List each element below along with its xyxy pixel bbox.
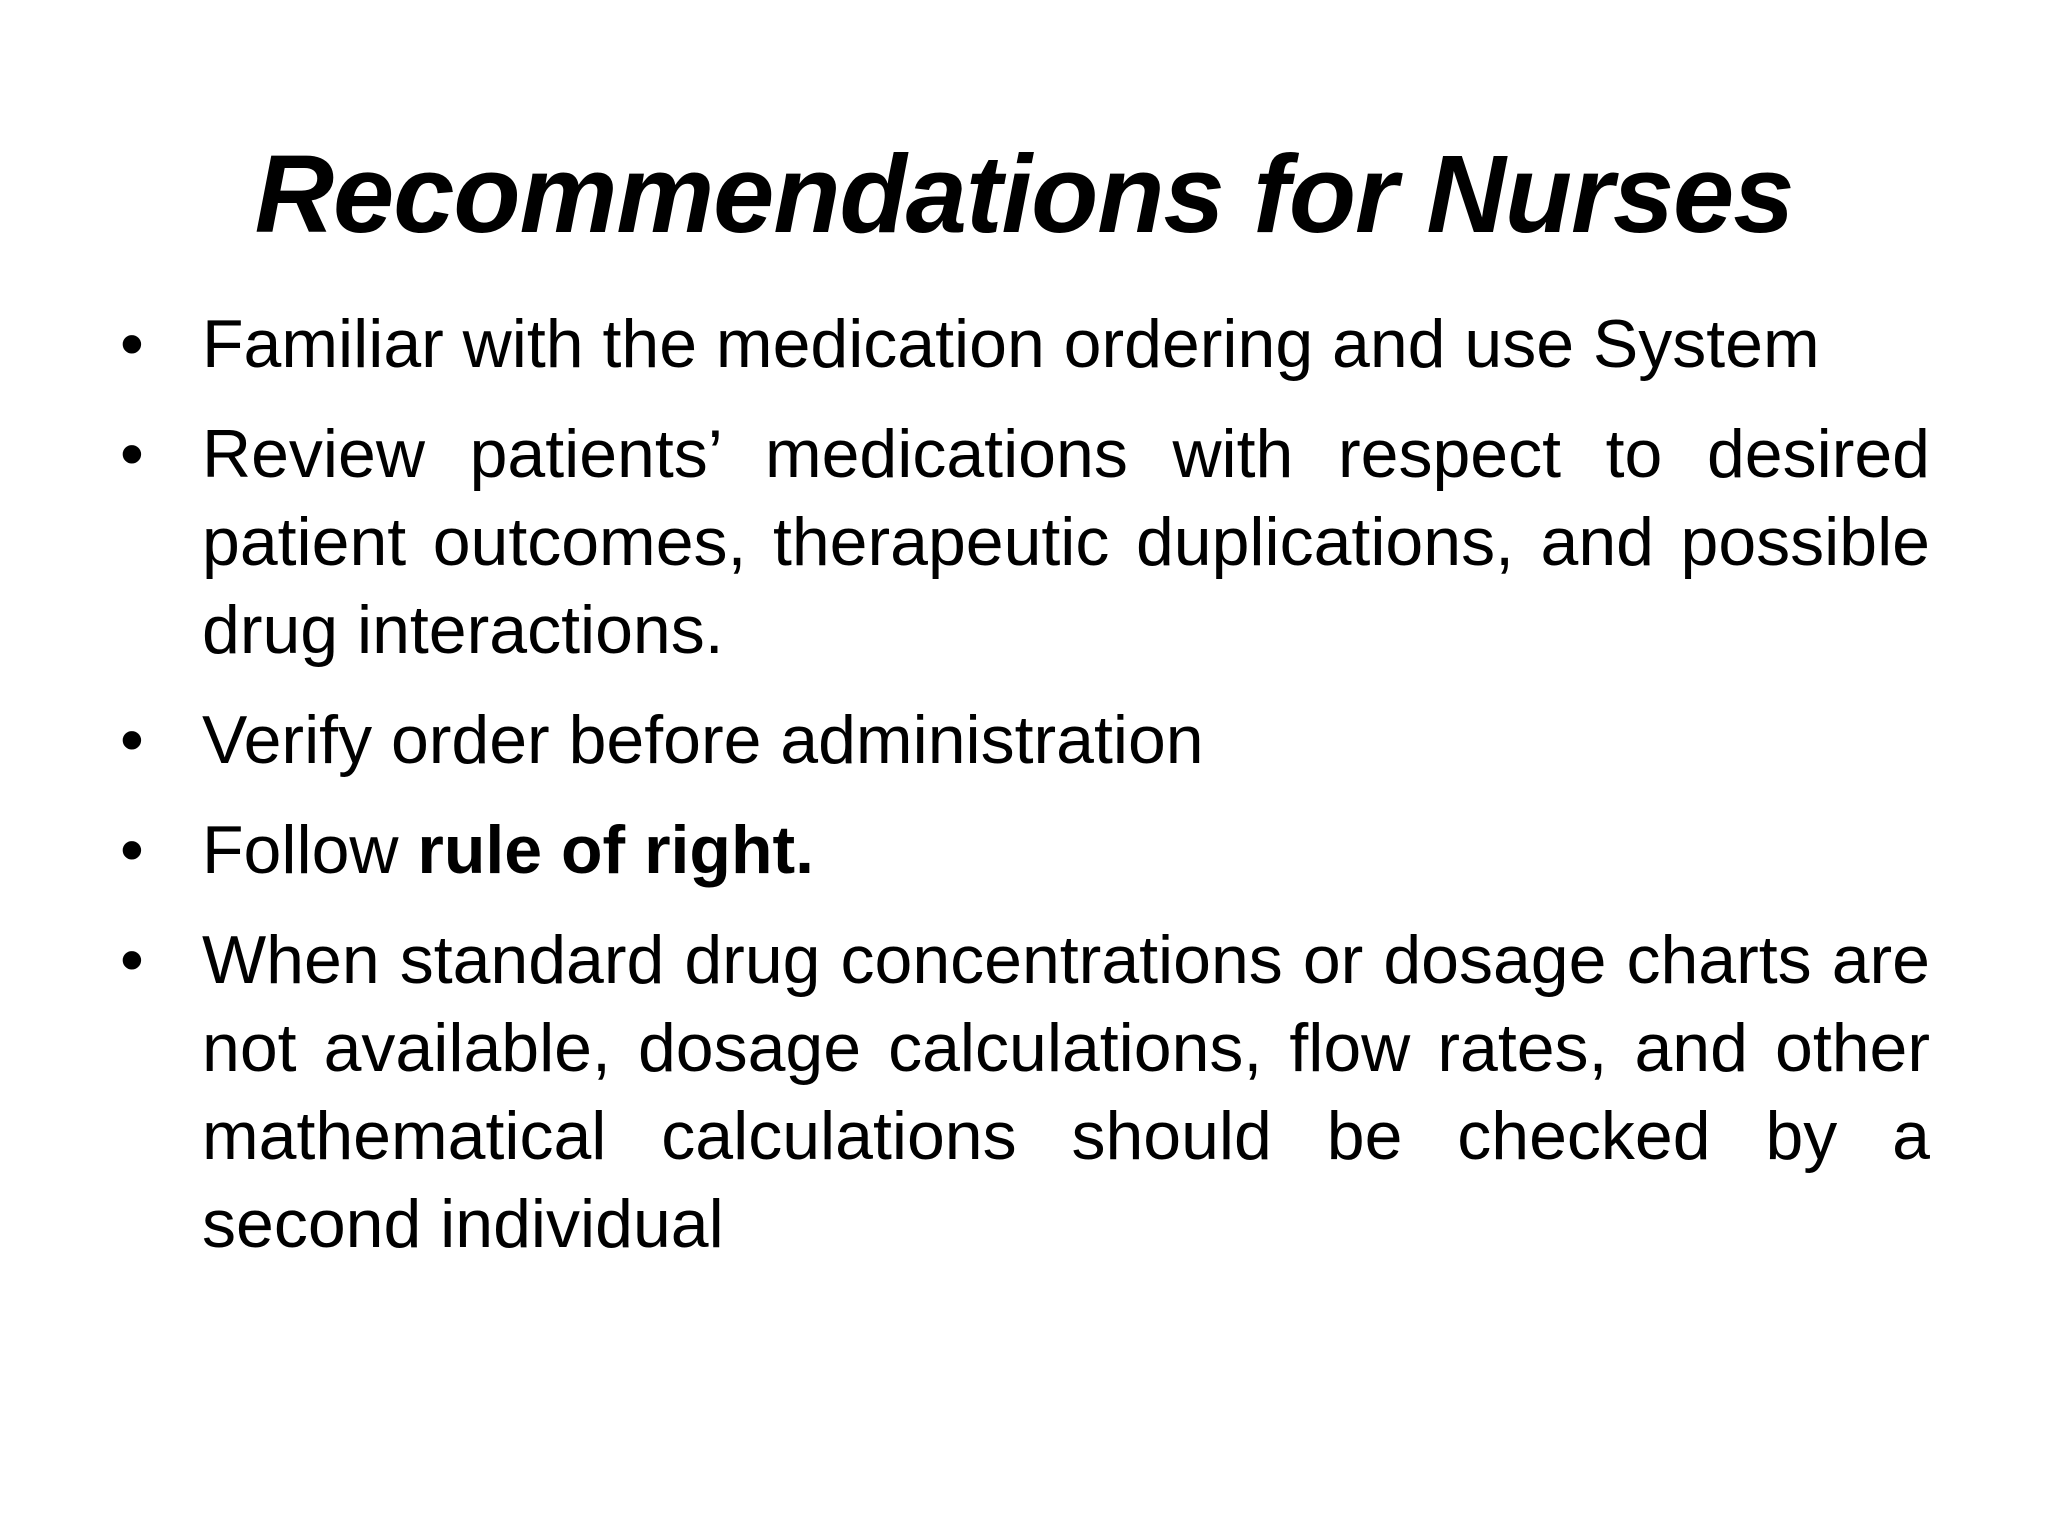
bullet-text: When standard drug concentrations or dosage charts are not available, dosage calculations, flow rates, and other mathematical calculations should be checked by a second individual (202, 922, 1930, 1262)
bullet-text-bold: rule of right. (417, 812, 815, 888)
bullet-text: Review patients’ medications with respect to desired patient outcomes, therapeutic duplications, and possible drug interactions. (202, 416, 1930, 668)
bullet-item (120, 410, 1930, 674)
bullet-item (120, 916, 1930, 1268)
bullet-text: Familiar with the medication ordering and use System (202, 306, 1820, 382)
bullet-item (120, 300, 1930, 388)
bullet-list (120, 300, 1930, 1290)
bullet-text-prefix: Follow (202, 812, 418, 888)
bullet-item (120, 806, 1930, 894)
bullet-item (120, 696, 1930, 784)
bullet-text: Verify order before administration (202, 702, 1204, 778)
slide-title: Recommendations for Nurses (254, 133, 1794, 256)
